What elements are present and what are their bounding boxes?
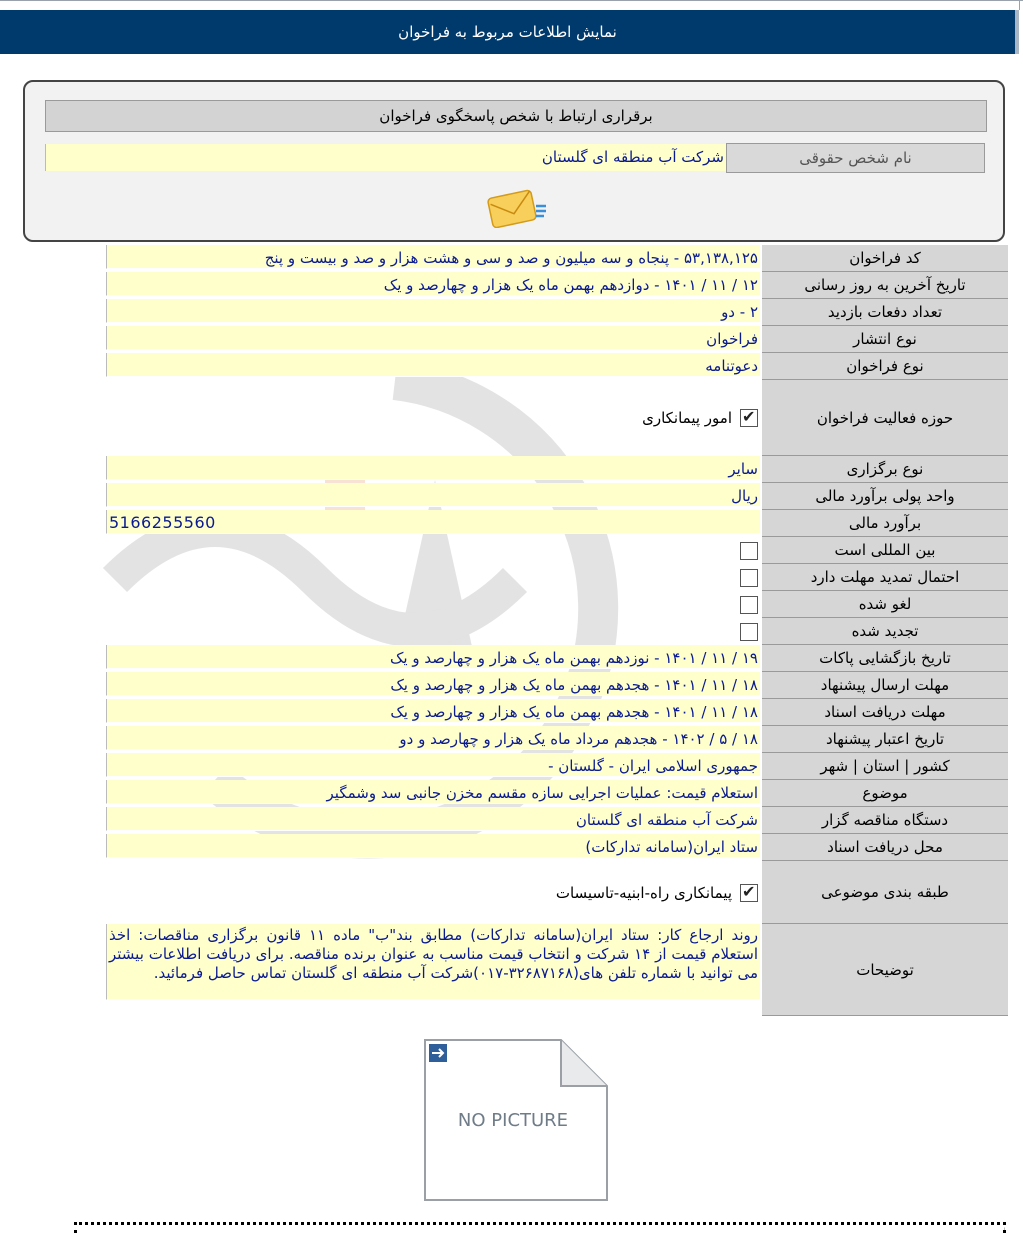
- field-value-text: ۲ - دو: [721, 303, 758, 321]
- checkbox[interactable]: [740, 409, 758, 427]
- legal-person-name-value: شرکت آب منطقه ای گلستان: [45, 144, 726, 171]
- contact-panel: [23, 80, 1005, 242]
- field-value: [106, 753, 760, 777]
- checkbox[interactable]: [740, 623, 758, 641]
- bottom-divider-right: [1003, 1222, 1009, 1233]
- field-value: [106, 245, 760, 269]
- field-row: [106, 924, 1008, 1016]
- field-row: [106, 456, 1008, 483]
- field-label: تجدید شده: [762, 618, 1008, 645]
- no-picture-image: [421, 1036, 611, 1204]
- field-row: [106, 726, 1008, 753]
- contact-panel-title: برقراری ارتباط با شخص پاسخگوی فراخوان: [45, 100, 987, 132]
- legal-person-name-label: نام شخص حقوقی: [726, 143, 985, 173]
- field-value: [106, 645, 760, 669]
- field-value: [106, 483, 760, 507]
- field-label: کشور | استان | شهر: [762, 753, 1008, 780]
- field-value: [106, 353, 760, 377]
- field-value: [106, 456, 760, 480]
- field-row: [106, 861, 1008, 924]
- field-value-text: ستاد ایران(سامانه تدارکات): [585, 838, 758, 856]
- field-value: [106, 834, 760, 858]
- field-row: [106, 299, 1008, 326]
- envelope-icon[interactable]: [486, 188, 550, 228]
- field-label: طبقه بندی موضوعی: [762, 861, 1008, 924]
- field-value: [106, 510, 760, 534]
- field-value: [106, 564, 760, 591]
- field-value: [106, 380, 760, 456]
- field-value-text: فراخوان: [706, 330, 758, 348]
- field-row: [106, 353, 1008, 380]
- field-value: [106, 861, 760, 924]
- field-value-text: استعلام قیمت: عملیات اجرایی سازه مقسم مخزن جانبی سد وشمگیر: [326, 784, 758, 802]
- field-value-text: ۱۸ / ۱۱ / ۱۴۰۱ - هجدهم بهمن ماه یک هزار و چهارصد و یک: [390, 703, 758, 721]
- top-rule-tick: [1019, 0, 1020, 10]
- field-value: [106, 272, 760, 296]
- page-title: نمایش اطلاعات مربوط به فراخوان: [0, 10, 1019, 54]
- field-label: واحد پولی برآورد مالی: [762, 483, 1008, 510]
- field-row: [106, 753, 1008, 780]
- field-row: [106, 483, 1008, 510]
- checkbox-label: امور پیمانکاری: [642, 409, 732, 427]
- field-row: [106, 245, 1008, 272]
- field-value-text: ۱۸ / ۵ / ۱۴۰۲ - هجدهم مرداد ماه یک هزار و چهارصد و دو: [399, 730, 758, 748]
- field-row: [106, 272, 1008, 299]
- field-row: [106, 672, 1008, 699]
- field-label: مهلت دریافت اسناد: [762, 699, 1008, 726]
- checkbox[interactable]: [740, 569, 758, 587]
- field-label: احتمال تمدید مهلت دارد: [762, 564, 1008, 591]
- field-row: [106, 645, 1008, 672]
- field-value-text: 5166255560: [109, 513, 216, 532]
- bottom-divider: [74, 1222, 1006, 1225]
- field-row: [106, 510, 1008, 537]
- field-row: [106, 699, 1008, 726]
- field-label: نوع فراخوان: [762, 353, 1008, 380]
- field-label: موضوع: [762, 780, 1008, 807]
- field-label: نوع انتشار: [762, 326, 1008, 353]
- field-value-text: شرکت آب منطقه ای گلستان: [575, 811, 758, 829]
- checkbox[interactable]: [740, 542, 758, 560]
- checkbox[interactable]: [740, 596, 758, 614]
- field-label: حوزه فعالیت فراخوان: [762, 380, 1008, 456]
- field-row: [106, 780, 1008, 807]
- field-label: کد فراخوان: [762, 245, 1008, 272]
- field-value-text: ۱۲ / ۱۱ / ۱۴۰۱ - دوازدهم بهمن ماه یک هزار و چهارصد و یک: [383, 276, 758, 294]
- field-value: [106, 326, 760, 350]
- field-value-text: ریال: [731, 487, 758, 505]
- field-label: محل دریافت اسناد: [762, 834, 1008, 861]
- field-value: [106, 780, 760, 804]
- field-value-text: ۱۹ / ۱۱ / ۱۴۰۱ - نوزدهم بهمن ماه یک هزار و چهارصد و یک: [389, 649, 758, 667]
- field-value-text: سایر: [728, 460, 758, 478]
- field-label: دستگاه مناقصه گزار: [762, 807, 1008, 834]
- field-row: [106, 380, 1008, 456]
- no-picture-caption: NO PICTURE: [457, 1110, 569, 1131]
- field-value: [106, 618, 760, 645]
- field-value: [106, 726, 760, 750]
- field-value-text: جمهوری اسلامی ایران - گلستان -: [548, 757, 758, 775]
- field-value: [106, 807, 760, 831]
- field-value-text: دعوتنامه: [705, 357, 758, 375]
- checkbox[interactable]: [740, 884, 758, 902]
- field-row: [106, 564, 1008, 591]
- field-label: لغو شده: [762, 591, 1008, 618]
- field-label: مهلت ارسال پیشنهاد: [762, 672, 1008, 699]
- field-value-text: ۵۳,۱۳۸,۱۲۵ - پنجاه و سه میلیون و صد و سی و هشت هزار و صد و بیست و پنج: [264, 249, 758, 267]
- field-value: [106, 699, 760, 723]
- field-label: توضیحات: [762, 924, 1008, 1016]
- field-value: [106, 924, 760, 1000]
- field-row: [106, 537, 1008, 564]
- field-value: [106, 672, 760, 696]
- field-value: [106, 591, 760, 618]
- field-row: [106, 618, 1008, 645]
- tender-details-table: [106, 245, 1008, 1016]
- checkbox-label: پیمانکاری راه-ابنیه-تاسیسات: [555, 883, 732, 902]
- field-row: [106, 807, 1008, 834]
- field-label: بین المللی است: [762, 537, 1008, 564]
- field-label: تاریخ اعتبار پیشنهاد: [762, 726, 1008, 753]
- bottom-divider-left: [74, 1222, 80, 1233]
- field-label: نوع برگزاری: [762, 456, 1008, 483]
- field-value: [106, 299, 760, 323]
- field-value-text: ۱۸ / ۱۱ / ۱۴۰۱ - هجدهم بهمن ماه یک هزار و چهارصد و یک: [390, 676, 758, 694]
- field-label: برآورد مالی: [762, 510, 1008, 537]
- field-row: [106, 326, 1008, 353]
- field-label: تعداد دفعات بازدید: [762, 299, 1008, 326]
- field-label: تاریخ آخرین به روز رسانی: [762, 272, 1008, 299]
- field-row: [106, 591, 1008, 618]
- field-label: تاریخ بازگشایی پاکات: [762, 645, 1008, 672]
- field-value: [106, 537, 760, 564]
- field-row: [106, 834, 1008, 861]
- field-value-text: روند ارجاع کار: ستاد ایران(سامانه تدارکات) مطابق بند"ب" ماده ۱۱ قانون برگزاری مناقصات: اخذ استعلام قیمت از ۱۴ شرکت و انتخاب قیمت مناسب به عنوان برنده مناقصه. برای دریافت اطلاعات بیشتر می توانید با شماره تلفن های(۳۲۶۸۷۱۶۸-۰۱۷)شرکت آب منطقه ای گلستان تماس حاصل فرمائید.: [109, 926, 758, 982]
